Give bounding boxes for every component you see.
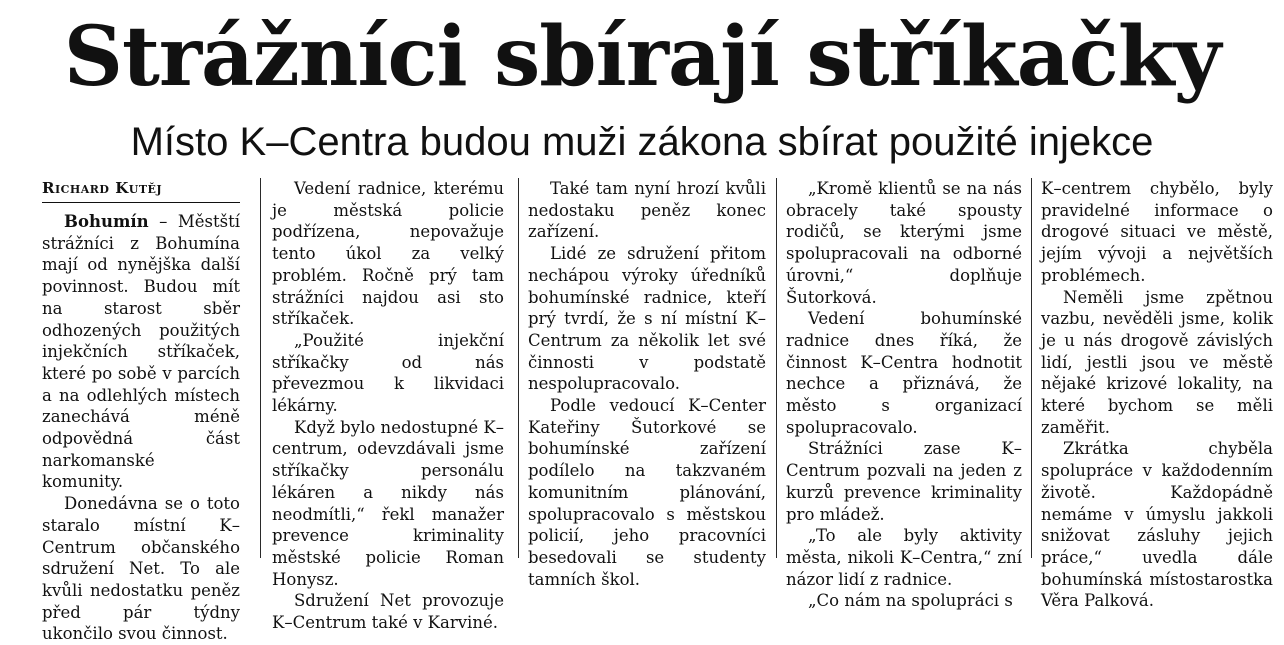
paragraph: „Použité injekční stříkačky od nás převezmou k likvidaci lékárny.: [272, 330, 504, 416]
article-column-1: [42, 178, 240, 644]
paragraph: Donedávna se o toto staralo místní K–Centrum občanského sdružení Net. To ale kvůli nedostatku peněz před pár týdny ukončilo svou činnost.: [42, 494, 240, 644]
paragraph: K–centrem chybělo, byly pravidelné informace o drogové situaci ve městě, jejím vývoji a největších problémech.: [1041, 179, 1273, 285]
subheadline: Místo K–Centra budou muži zákona sbírat použité injekce: [130, 120, 1154, 164]
article-column-3: [528, 178, 766, 589]
article-column-5: [1041, 178, 1273, 611]
dateline: Bohumín: [64, 212, 149, 231]
paragraph: „Kromě klientů se na nás obracely také spousty rodičů, se kterými jsme spolupracovali na odborné úrovni,“ doplňuje Šutorková.: [786, 179, 1022, 307]
paragraph: „To ale byly aktivity města, nikoli K–Centra,“ zní názor lidí z radnice.: [786, 526, 1022, 589]
byline: Richard Kutěj: [42, 178, 240, 203]
article-column-4: [786, 178, 1022, 611]
paragraph: Zkrátka chyběla spolupráce v každodenním životě. Každopádně nemáme v úmyslu jakkoli snižovat zásluhy jejich práce,“ uvedla dále bohumínská místostarostka Věra Palková.: [1041, 439, 1273, 611]
paragraph: Strážníci zase K–Centrum pozvali na jeden z kurzů prevence kriminality pro mládež.: [786, 439, 1022, 524]
paragraph: Sdružení Net provozuje K–Centrum také v Karviné.: [272, 591, 504, 633]
paragraph: Také tam nyní hrozí kvůli nedostaku peněz konec zařízení.: [528, 179, 766, 242]
paragraph: Vedení radnice, kterému je městská policie podřízena, nepovažuje tento úkol za velký problém. Ročně prý tam strážníci najdou asi sto stříkaček.: [272, 179, 504, 329]
paragraph: Lidé ze sdružení přitom nechápou výroky úředníků bohumínské radnice, kteří prý tvrdí, že s ní místní K–Centrum za několik let své činnosti v podstatě nespolupracovalo.: [528, 244, 766, 394]
paragraph-text: – Městští strážníci z Bohumína mají od nynějška další povinnost. Budou mít na starost sběr odhozených použitých injekčních stříkaček, které po sobě v parcích a na odlehlých místech zanechává méně odpovědná část narkomanské komunity.: [42, 212, 240, 492]
paragraph: Podle vedoucí K–Center Kateřiny Šutorkové se bohumínské zařízení podílelo na takzvaném komunitním plánování, spolupracovalo s městskou policií, jeho pracovníci besedovali se studenty tamních škol.: [528, 396, 766, 589]
paragraph: [42, 211, 240, 493]
column-divider: [518, 178, 519, 558]
headline: Strážníci sbírají stříkačky: [63, 9, 1221, 105]
column-divider: [260, 178, 261, 558]
paragraph: Když bylo nedostupné K–centrum, odevzdávali jsme stříkačky personálu lékáren a nikdy nás neodmítli,“ řekl manažer prevence kriminality městské policie Roman Honysz.: [272, 417, 504, 589]
paragraph: „Co nám na spolupráci s: [808, 591, 1013, 611]
column-divider: [1031, 178, 1032, 558]
column-divider: [776, 178, 777, 558]
article-column-2: [272, 178, 504, 633]
paragraph: Vedení bohumínské radnice dnes říká, že činnost K–Centra hodnotit nechce a přiznává, že město s organizací spolupracovalo.: [786, 309, 1022, 437]
paragraph: Neměli jsme zpětnou vazbu, nevěděli jsme, kolik je u nás drogově závislých lidí, jestli jsou ve městě nějaké krizové lokality, na které bychom se měli zaměřit.: [1041, 287, 1273, 437]
